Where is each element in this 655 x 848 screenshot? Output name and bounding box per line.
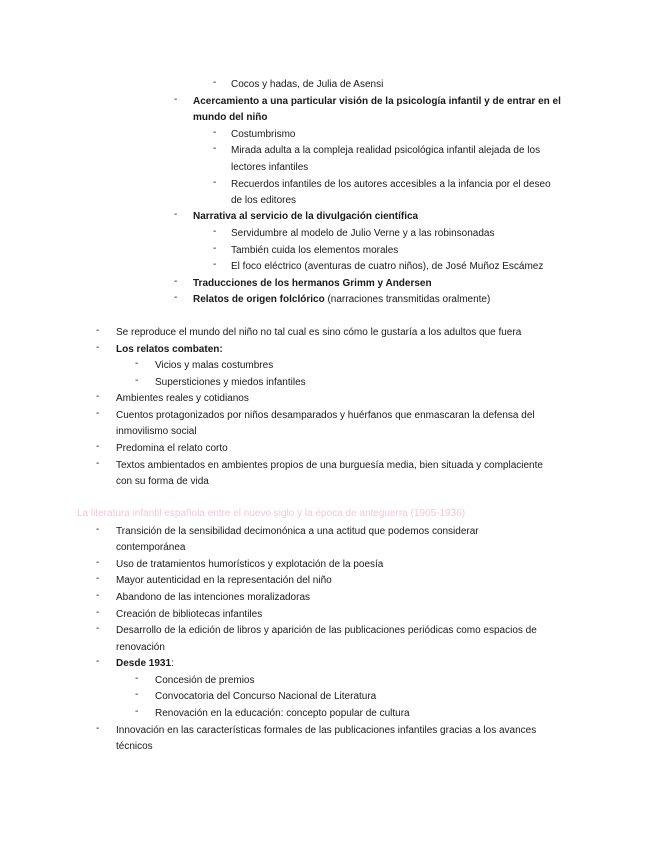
list-item: Mayor autenticidad en la representación del niño bbox=[116, 575, 332, 586]
bullet-dash: - bbox=[213, 243, 217, 254]
bullet-dash: - bbox=[213, 127, 217, 138]
list-item-continuation: contemporánea bbox=[116, 542, 186, 553]
list-item: Ambientes reales y cotidianos bbox=[116, 393, 249, 404]
bullet-dash: - bbox=[96, 623, 100, 634]
section-heading: La literatura infantil española entre el nuevo siglo y la época de anteguerra (1905-1936) bbox=[77, 508, 466, 519]
list-item: Creación de bibliotecas infantiles bbox=[116, 609, 263, 620]
list-item-continuation: de los editores bbox=[231, 195, 297, 206]
list-item: Abandono de las intenciones moralizadoras bbox=[116, 592, 311, 603]
list-item: Cuentos protagonizados por niños desamparados y huérfanos que enmascaran la defensa del bbox=[116, 410, 535, 421]
bullet-dash: - bbox=[96, 458, 100, 469]
list-item-bold: Relatos de origen folclórico bbox=[193, 294, 325, 305]
bullet-dash: - bbox=[135, 706, 139, 717]
list-item: Vicios y malas costumbres bbox=[155, 360, 274, 371]
bullet-dash: - bbox=[96, 590, 100, 601]
list-item: Mirada adulta a la compleja realidad psicológica infantil alejada de los bbox=[231, 145, 541, 156]
bullet-dash: - bbox=[174, 276, 178, 287]
list-item-rest: (narraciones transmitidas oralmente) bbox=[324, 294, 491, 305]
list-item: Los relatos combaten: bbox=[116, 344, 223, 355]
list-item: Se reproduce el mundo del niño no tal cual es sino cómo le gustaría a los adultos que fuera bbox=[116, 327, 522, 338]
list-item: Renovación en la educación: concepto popular de cultura bbox=[155, 708, 410, 719]
bullet-dash: - bbox=[96, 408, 100, 419]
list-item-continuation: lectores infantiles bbox=[231, 162, 309, 173]
bullet-dash: - bbox=[213, 77, 217, 88]
bullet-dash: - bbox=[135, 358, 139, 369]
list-item: Desarrollo de la edición de libros y aparición de las publicaciones periódicas como espacios de bbox=[116, 625, 537, 636]
list-item-continuation: renovación bbox=[116, 642, 165, 653]
list-item-continuation: inmovilismo social bbox=[116, 426, 197, 437]
bullet-dash: - bbox=[96, 557, 100, 568]
bullet-dash: - bbox=[174, 94, 178, 105]
list-item: Concesión de premios bbox=[155, 675, 255, 686]
bullet-dash: - bbox=[213, 177, 217, 188]
list-item: Predomina el relato corto bbox=[116, 443, 228, 454]
bullet-dash: - bbox=[96, 656, 100, 667]
bullet-dash: - bbox=[135, 673, 139, 684]
list-item: Narrativa al servicio de la divulgación científica bbox=[193, 211, 419, 222]
list-item: Acercamiento a una particular visión de la psicología infantil y de entrar en el bbox=[193, 96, 561, 107]
bullet-dash: - bbox=[213, 143, 217, 154]
list-item: Costumbrismo bbox=[231, 129, 296, 140]
list-item: Innovación en las características formales de las publicaciones infantiles gracias a los avances bbox=[116, 725, 537, 736]
list-item: Textos ambientados en ambientes propios de una burguesía media, bien situada y complaciente bbox=[116, 460, 543, 471]
list-item-rest: : bbox=[171, 658, 174, 669]
list-item: Cocos y hadas, de Julia de Asensi bbox=[231, 79, 384, 90]
list-item: Servidumbre al modelo de Julio Verne y a las robinsonadas bbox=[231, 228, 495, 239]
list-item bbox=[116, 656, 174, 672]
list-item-continuation: mundo del niño bbox=[193, 112, 268, 123]
bullet-dash: - bbox=[96, 607, 100, 618]
list-item: También cuida los elementos morales bbox=[231, 245, 399, 256]
bullet-dash: - bbox=[96, 391, 100, 402]
list-item: Recuerdos infantiles de los autores accesibles a la infancia por el deseo bbox=[231, 179, 551, 190]
bullet-dash: - bbox=[96, 524, 100, 535]
bullet-dash: - bbox=[96, 342, 100, 353]
list-item-bold: Desde 1931 bbox=[116, 658, 172, 669]
list-item: Traducciones de los hermanos Grimm y Andersen bbox=[193, 278, 432, 289]
bullet-dash: - bbox=[135, 375, 139, 386]
bullet-dash: - bbox=[96, 441, 100, 452]
list-item bbox=[193, 292, 490, 308]
list-item: Transición de la sensibilidad decimonónica a una actitud que podemos considerar bbox=[116, 526, 479, 537]
list-item: Supersticiones y miedos infantiles bbox=[155, 377, 306, 388]
bullet-dash: - bbox=[96, 723, 100, 734]
bullet-dash: - bbox=[213, 226, 217, 237]
list-item-continuation: técnicos bbox=[116, 741, 153, 752]
bullet-dash: - bbox=[174, 292, 178, 303]
bullet-dash: - bbox=[174, 209, 178, 220]
list-item: Convocatoria del Concurso Nacional de Literatura bbox=[155, 691, 377, 702]
list-item: El foco eléctrico (aventuras de cuatro niños), de José Muñoz Escámez bbox=[231, 261, 544, 272]
list-item-continuation: con su forma de vida bbox=[116, 476, 209, 487]
bullet-dash: - bbox=[96, 325, 100, 336]
bullet-dash: - bbox=[135, 689, 139, 700]
list-item: Uso de tratamientos humorísticos y explotación de la poesía bbox=[116, 559, 384, 570]
bullet-dash: - bbox=[213, 259, 217, 270]
bullet-dash: - bbox=[96, 573, 100, 584]
